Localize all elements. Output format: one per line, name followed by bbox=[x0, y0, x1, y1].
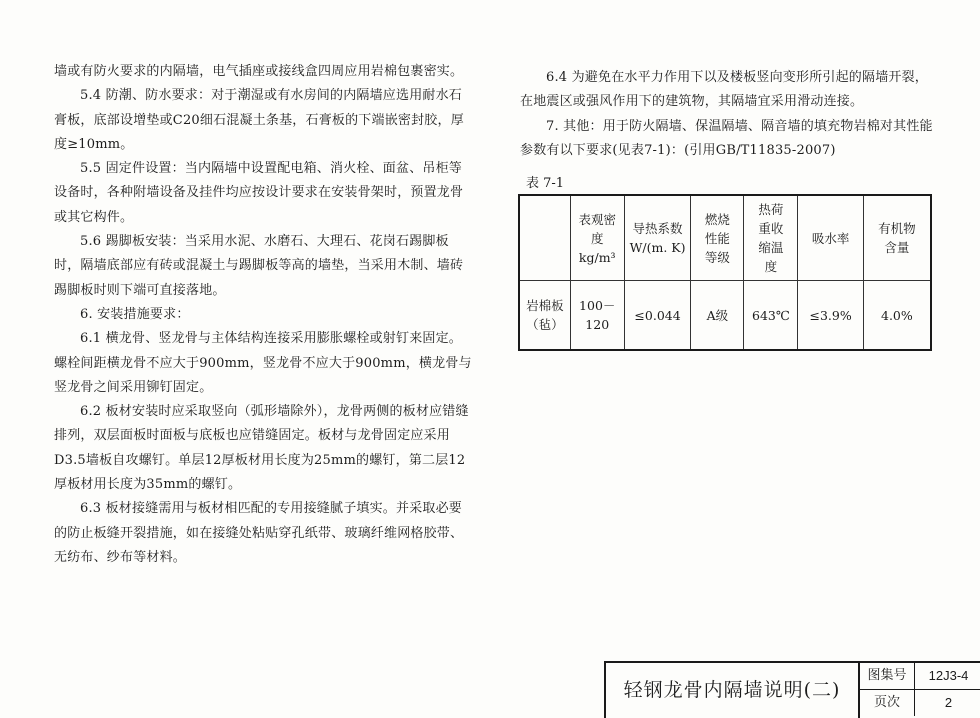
paragraph-fire-wall-continuation: 墙或有防火要求的内隔墙，电气插座或接线盒四周应用岩棉包裹密实。 bbox=[54, 64, 464, 79]
table-header-row bbox=[519, 195, 931, 281]
page-number-value: 2 bbox=[944, 695, 953, 710]
paragraph-6-3: 6.3 板材接缝需用与板材相匹配的专用接缝腻子填实。并采取必要的防止板缝开裂措施，如在接缝处粘贴穿孔纸带、玻璃纤维网格胶带、无纺布、纱布等材料。 bbox=[54, 501, 464, 565]
drawing-title: 轻钢龙骨内隔墙说明(二) bbox=[606, 663, 860, 718]
header-organic-content-label: 有机物含量 bbox=[878, 221, 916, 255]
cell-organic-content: 4.0% bbox=[863, 281, 931, 351]
left-column bbox=[54, 60, 472, 570]
header-density bbox=[570, 195, 624, 281]
paragraph-5-4: 5.4 防潮、防水要求：对于潮湿或有水房间的内隔墙应选用耐水石膏板，底部设增垫或C20细石混凝土条基，石膏板的下端嵌密封胶，厚度≥10mm。 bbox=[54, 88, 464, 152]
table-caption: 表 7-1 bbox=[526, 176, 565, 191]
atlas-number-value: 12J3-4 bbox=[915, 663, 980, 690]
header-blank bbox=[519, 195, 570, 281]
table-row bbox=[519, 281, 931, 351]
cell-combustion-grade: A级 bbox=[691, 281, 744, 351]
atlas-number-label: 图集号 bbox=[860, 663, 915, 690]
paragraph-5-6: 5.6 踢脚板安装：当采用水泥、水磨石、大理石、花岗石踢脚板时，隔墙底部应有砖或混凝土与踢脚板等高的墙垫，当采用木制、墙砖踢脚板时则下端可直接落地。 bbox=[54, 234, 464, 298]
paragraph-6-heading: 6. 安装措施要求： bbox=[80, 306, 190, 322]
drawing-title-block bbox=[604, 661, 980, 718]
cell-material-label: 岩棉板（毡） bbox=[526, 298, 564, 332]
right-column bbox=[520, 66, 940, 163]
paragraph-5-5: 5.5 固定件设置：当内隔墙中设置配电箱、消火栓、面盆、吊柜等设备时，各种附墙设备及挂件均应按设计要求在安装骨架时，预置龙骨或其它构件。 bbox=[54, 161, 464, 225]
cell-density: 100－120 bbox=[570, 281, 624, 351]
header-thermal-conductivity bbox=[624, 195, 690, 281]
cell-water-absorption: ≤3.9% bbox=[798, 281, 863, 351]
cell-thermal-conductivity: ≤0.044 bbox=[624, 281, 690, 351]
header-density-label: 表观密度kg/m³ bbox=[578, 211, 616, 265]
cell-material bbox=[519, 281, 570, 351]
header-combustion-grade-label: 燃烧性能等级 bbox=[704, 211, 730, 265]
cell-shrink-temperature: 643℃ bbox=[744, 281, 798, 351]
header-shrink-temperature-label: 热荷重收缩温度 bbox=[758, 202, 784, 274]
paragraph-6-4: 6.4 为避免在水平力作用下以及楼板竖向变形所引起的隔墙开裂，在地震区或强风作用下的建筑物，其隔墙宜采用滑动连接。 bbox=[520, 70, 929, 110]
paragraph-7: 7. 其他：用于防火隔墙、保温隔墙、隔音墙的填充物岩棉对其性能参数有以下要求(见表7-1)：(引用GB/T11835-2007) bbox=[520, 118, 933, 158]
header-thermal-conductivity-label: 导热系数W/(m. K) bbox=[629, 221, 686, 255]
header-combustion-grade bbox=[691, 195, 744, 281]
paragraph-6-2: 6.2 板材安装时应采取竖向（弧形墙除外），龙骨两侧的板材应错缝排列，双层面板时面板与底板也应错缝固定。板材与龙骨固定应采用D3.5墙板自攻螺钉。单层12厚板材用长度为25mm的螺钉，第二层12厚板材用长度为35mm的螺钉。 bbox=[54, 404, 469, 493]
header-organic-content bbox=[863, 195, 931, 281]
rock-wool-spec-table bbox=[518, 194, 932, 351]
header-water-absorption: 吸水率 bbox=[798, 195, 863, 281]
header-shrink-temperature bbox=[744, 195, 798, 281]
paragraph-6-1: 6.1 横龙骨、竖龙骨与主体结构连接采用膨胀螺栓或射钉来固定。螺栓间距横龙骨不应大于900mm，竖龙骨不应大于900mm，横龙骨与竖龙骨之间采用铆钉固定。 bbox=[54, 331, 472, 395]
page-number-label: 页次 bbox=[860, 690, 915, 716]
